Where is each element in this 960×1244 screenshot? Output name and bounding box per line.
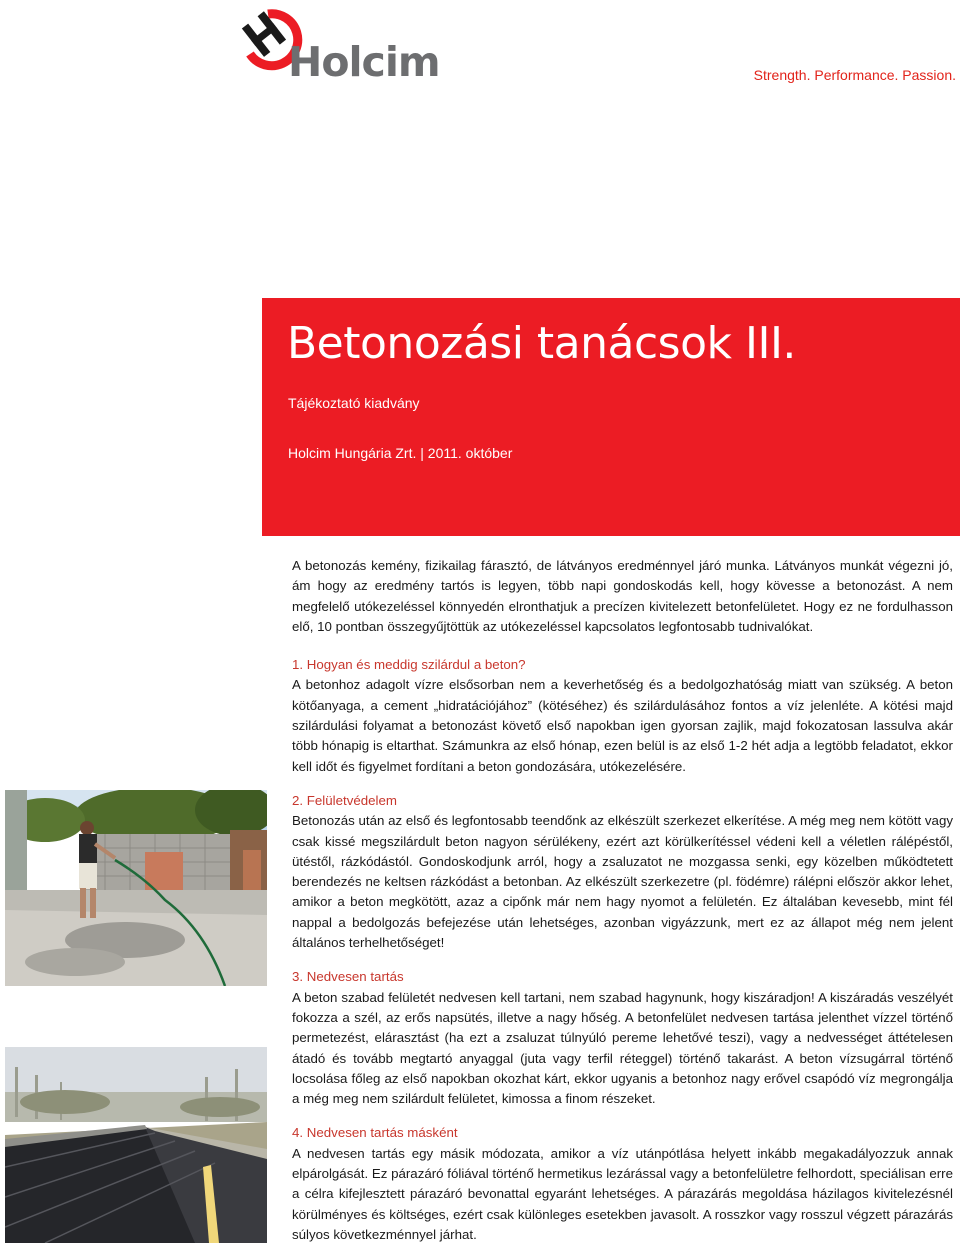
page-title: Betonozási tanácsok III. xyxy=(287,318,796,369)
section-3-text: A beton szabad felületét nedvesen kell tartani, nem szabad hagynunk, hogy kiszáradjon! A kiszáradás veszélyét fokozza a szél, az erős napsütés, illetve a nagy hőség. A betonfelület nedvesen tartása jelenthet vízzel történő permetezést, elárasztást (ha ezt a zsaluzat túlnyúló pereme lehetővé teszi), vagy a nedvességet áttételesen átadó és tovább megtartó anyaggal (juta vagy terfil réteggel) történő takarást. A beton vízsugárral történő locsolása főleg az első napokban okozhat kárt, ekkor ugyanis a betonhoz nagy erővel csapódó víz megrongálja a még meg nem szilárdult felületet, kimossa a finom részeket. xyxy=(292,989,953,1107)
intro-paragraph: A betonozás kemény, fizikailag fárasztó, de látványos eredménnyel járó munka. Látványos munkát végezni jó, ám hogy az eredmény tartós is legyen, több napi gondoskodás kell, hogy kövesse a betonozást. A nem megfelelő utókezeléssel könnyedén elronthatjuk a precízen kivitelezett betonfelületet. Hogy ez ne fordulhasson elő, 10 pontban összegyűjtöttük az utókezeléssel kapcsolatos legfontosabb tudnivalókat. xyxy=(292,558,953,634)
section-4-text: A nedvesen tartás egy másik módozata, amikor a víz utánpótlása helyett inkább megakadályozzuk annak elpárolgását. Ez párazáró fóliával történő hermetikus lezárással vagy a betonfelületre felhordott, speciálisan erre a célra kifejlesztett párazáró bevonattal egyaránt lehetséges. A párazárás megoldása házilagos kivitelezésnél körülményes és költséges, ezért csak különleges esetekben javasolt. A rosszkor vagy rosszul végzett párazárás súlyos következménnyel járhat. xyxy=(292,1145,953,1242)
photo-covered-concrete-road xyxy=(5,1047,267,1243)
section-1-text: A betonhoz adagolt vízre elsősorban nem a keverhetőség és a bedolgozhatóság miatt van szükség. A beton kötőanyaga, a cement „hidratációjához” (kötéséhez) és szilárdulásához fontos a víz jelenléte. A kötési majd szilárdulási folyamat a betonozást követő első napokban igen gyorsan zajlik, majd fokozatosan lassulva akár több hónapig is eltarthat. Számunkra az első hónap, ezen belül is az első 1-2 hét adja a legtöbb feladatot, ekkor kell időt és figyelmet fordítani a beton gondozására, utókezelésére. xyxy=(292,677,953,774)
cover-banner xyxy=(262,298,960,536)
page-subtitle: Tájékoztató kiadvány xyxy=(288,395,420,411)
section-3-heading: 3. Nedvesen tartás xyxy=(292,969,404,985)
holcim-logo xyxy=(240,4,440,84)
section-1 xyxy=(292,655,953,777)
section-2 xyxy=(292,791,953,953)
section-4 xyxy=(292,1123,953,1244)
article-body xyxy=(292,556,953,1244)
photo-watering-concrete xyxy=(5,790,267,986)
section-2-heading: 2. Felületvédelem xyxy=(292,792,397,808)
publisher-date: Holcim Hungária Zrt. | 2011. október xyxy=(288,445,513,461)
section-3 xyxy=(292,967,953,1109)
section-1-heading: 1. Hogyan és meddig szilárdul a beton? xyxy=(292,657,526,673)
logo-wordmark: Holcim xyxy=(288,38,440,86)
tagline: Strength. Performance. Passion. xyxy=(753,67,956,83)
section-4-heading: 4. Nedvesen tartás másként xyxy=(292,1125,458,1141)
section-2-text: Betonozás után az első és legfontosabb teendőnk az elkészült szerkezet elkerítése. A még meg nem kötött vagy csak kissé megszilárdult beton nagyon sérülékeny, ezért azt körülkerítéssel védeni kell a véletlen rálépéstől, ütéstől, rázkódástól. Gondoskodjunk arról, hogy a zsaluzatot ne mozgassa senki, egy közelben működtetett berendezés ne keltsen rázkódást a betonban. Az elkészült szerkezetre (pl. födémre) rálépni először akkor lehet, amikor a beton megkötött, azaz a cipőnk már nem hagy nyomot a felületén. Ez általában kevesebb, mint fél nappal a bedolgozás befejezése után lehetséges, azonban vigyázzunk, mert ez az állapot még nem jelent általános terhelhetőséget! xyxy=(292,813,953,951)
